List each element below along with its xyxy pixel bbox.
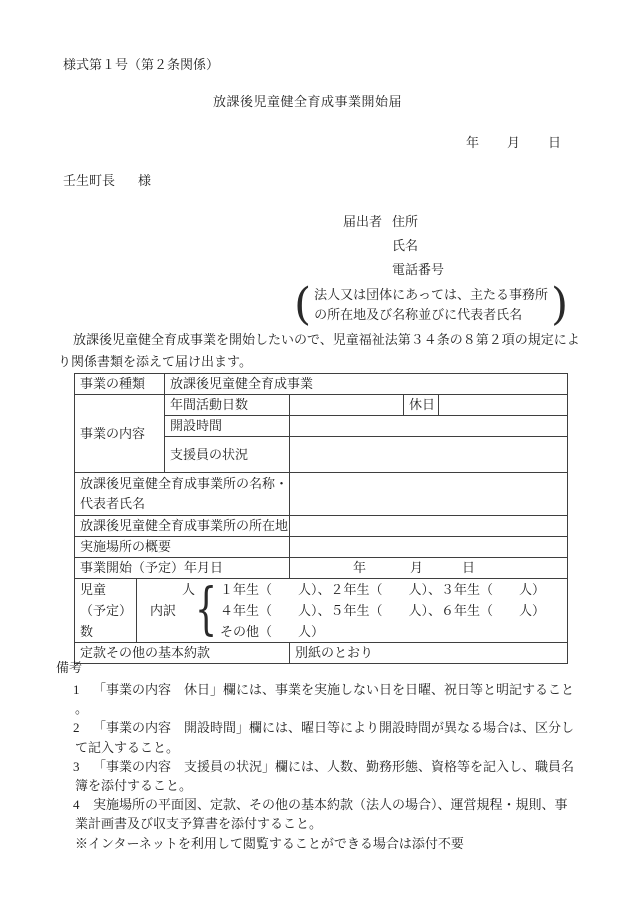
- business-content-label: 事業の内容: [75, 395, 165, 473]
- breakdown-line1: １年生（ 人）、２年生（ 人）、３年生（ 人）: [220, 582, 546, 597]
- children-total-unit: 人: [182, 582, 196, 597]
- office-address-value-cell: [290, 516, 568, 537]
- declarant-address-label: 住所: [392, 214, 419, 229]
- children-label-line1: 児童: [80, 582, 107, 597]
- site-overview-value-cell: [290, 537, 568, 558]
- open-paren-glyph: (: [294, 279, 312, 330]
- start-date-day-label: 日: [462, 560, 476, 575]
- declarant-label: 届出者: [343, 214, 383, 229]
- staff-value-cell: [290, 437, 568, 473]
- office-name-label: [75, 473, 290, 516]
- declarant-corporate-note: [294, 279, 569, 330]
- holiday-label: 休日: [404, 395, 439, 416]
- note-item-1-number: 1: [73, 682, 80, 697]
- office-name-row: [75, 473, 568, 516]
- note-item-4-line2: 業計画書及び収支予算書を添付すること。: [75, 816, 323, 832]
- document-title: 放課後児童健全育成事業開始届: [213, 94, 403, 109]
- date-day-label: 日: [548, 135, 562, 150]
- corporate-note-line1: 法人又は団体にあっては、主たる事務所: [314, 287, 549, 302]
- declarant-name-label: 氏名: [392, 238, 419, 253]
- note-item-1-line2: 。: [75, 701, 89, 717]
- site-overview-row: [75, 537, 568, 558]
- declarant-phone-label: 電話番号: [392, 262, 445, 277]
- addressee-line: [63, 172, 151, 189]
- office-name-value-cell: [290, 473, 568, 516]
- children-label-line3: 数: [80, 624, 94, 639]
- breakdown-line2: ４年生（ 人）、５年生（ 人）、６年生（ 人）: [220, 603, 546, 618]
- children-count-row: [75, 579, 568, 643]
- breakdown-line3: その他（ 人）: [220, 624, 325, 639]
- hours-value-cell: [290, 416, 568, 437]
- addressee-name: 壬生町長: [63, 173, 116, 188]
- holiday-value-cell: [439, 395, 568, 416]
- business-type-value: 放課後児童健全育成事業: [165, 374, 568, 395]
- notes-section: [56, 658, 616, 853]
- date-month-label: 月: [507, 135, 521, 150]
- note-item-4-line3: ※インターネットを利用して閲覧することができる場合は添付不要: [75, 835, 464, 851]
- start-date-row: [75, 558, 568, 579]
- start-date-value-cell: [290, 558, 568, 579]
- office-address-row: [75, 516, 568, 537]
- office-name-label-line2: 代表者氏名: [80, 496, 146, 511]
- note-item-2-number: 2: [73, 720, 80, 736]
- annual-days-value-cell: [290, 395, 404, 416]
- note-item-4-number: 4: [73, 797, 80, 813]
- note-item-3-line1: 3 「事業の内容 支援員の状況」欄には、人数、勤務形態、資格等を記入し、職員名: [56, 757, 616, 776]
- annual-days-row: [75, 395, 568, 416]
- addressee-honorific: 様: [138, 173, 152, 188]
- date-year-label: 年: [466, 135, 480, 150]
- articles-value: 別紙のとおり: [290, 643, 568, 664]
- close-paren-glyph: ): [551, 279, 569, 330]
- body-paragraph-line1: 放課後児童健全育成事業を開始したいので、児童福祉法第３４条の８第２項の規定によ: [73, 332, 580, 347]
- breakdown-label: 内訳: [150, 603, 177, 618]
- children-count-label: [75, 579, 137, 643]
- notes-heading: 備考: [56, 660, 83, 675]
- note-item-3-number: 3: [73, 758, 80, 774]
- date-line: [466, 134, 561, 151]
- start-date-year-label: 年: [353, 560, 367, 575]
- office-name-label-line1: 放課後児童健全育成事業所の名称・: [80, 476, 289, 491]
- children-breakdown-cell: [137, 579, 568, 643]
- business-type-label: 事業の種類: [75, 374, 165, 395]
- brace-glyph: {: [195, 578, 218, 642]
- corporate-note-line2: の所在地及び名称並びに代表者氏名: [314, 307, 523, 322]
- start-date-label: 事業開始（予定）年月日: [75, 558, 290, 579]
- staff-label: 支援員の状況: [165, 437, 290, 473]
- note-item-4-line1: 4 実施場所の平面図、定款、その他の基本約款（法人の場合）、運営規程・規則、事: [56, 795, 616, 814]
- note-item-2-line1: 2 「事業の内容 開設時間」欄には、曜日等により開設時間が異なる場合は、区分し: [56, 718, 616, 737]
- form-number: 様式第１号（第２条関係）: [63, 57, 220, 72]
- office-address-label: 放課後児童健全育成事業所の所在地: [75, 516, 290, 537]
- annual-days-label: 年間活動日数: [165, 395, 290, 416]
- application-table: [74, 373, 568, 664]
- body-paragraph-line2: り関係書類を添えて届け出ます。: [58, 354, 252, 369]
- site-overview-label: 実施場所の概要: [75, 537, 290, 558]
- start-date-month-label: 月: [410, 560, 424, 575]
- articles-label: 定款その他の基本約款: [75, 643, 290, 664]
- note-item-2-line2: て記入すること。: [75, 739, 180, 755]
- note-item-1-line1: 1 「事業の内容 休日」欄には、事業を実施しない日を日曜、祝日等と明記すること: [56, 680, 616, 699]
- hours-label: 開設時間: [165, 416, 290, 437]
- children-label-line2: （予定）: [80, 603, 133, 618]
- note-item-3-line2: 簿を添付すること。: [75, 778, 193, 794]
- business-type-row: [75, 374, 568, 395]
